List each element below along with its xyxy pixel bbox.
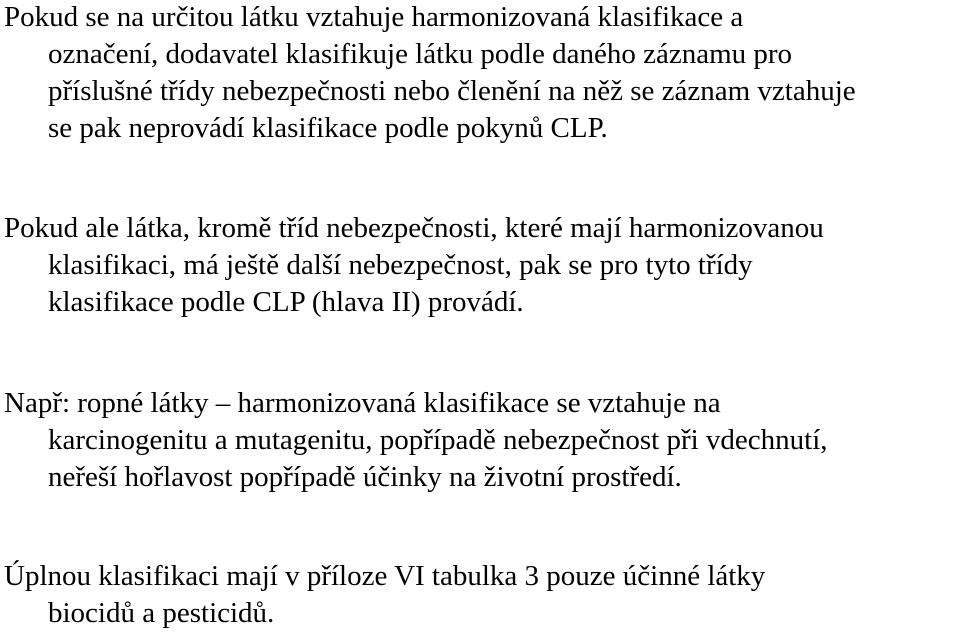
paragraph-line: klasifikaci, má ještě další nebezpečnost, pak se pro tyto třídy xyxy=(48,249,753,281)
paragraph-line: karcinogenitu a mutagenitu, popřípadě nebezpečnost při vdechnutí, xyxy=(48,424,828,456)
paragraph-line: Např: ropné látky – harmonizovaná klasifikace se vztahuje na xyxy=(4,387,721,419)
paragraph-line: klasifikace podle CLP (hlava II) provádí. xyxy=(48,286,524,318)
paragraph-line: označení, dodavatel klasifikuje látku podle daného záznamu pro xyxy=(48,38,793,70)
paragraph-harmonized-classification xyxy=(4,0,856,147)
paragraph-line: biocidů a pesticidů. xyxy=(48,597,275,629)
paragraph-line: příslušné třídy nebezpečnosti nebo členění na něž se záznam vztahuje xyxy=(48,75,856,107)
paragraph-line: neřeší hořlavost popřípadě účinky na životní prostředí. xyxy=(48,461,682,493)
paragraph-example-petroleum xyxy=(4,385,828,496)
paragraph-additional-hazard xyxy=(4,210,824,321)
paragraph-line: se pak neprovádí klasifikace podle pokynů CLP. xyxy=(48,112,608,144)
paragraph-line: Úplnou klasifikaci mají v příloze VI tabulka 3 pouze účinné látky xyxy=(4,560,766,592)
paragraph-annex-vi xyxy=(4,558,765,632)
paragraph-line: Pokud ale látka, kromě tříd nebezpečnosti, které mají harmonizovanou xyxy=(4,212,824,244)
paragraph-line: Pokud se na určitou látku vztahuje harmonizovaná klasifikace a xyxy=(4,1,744,33)
